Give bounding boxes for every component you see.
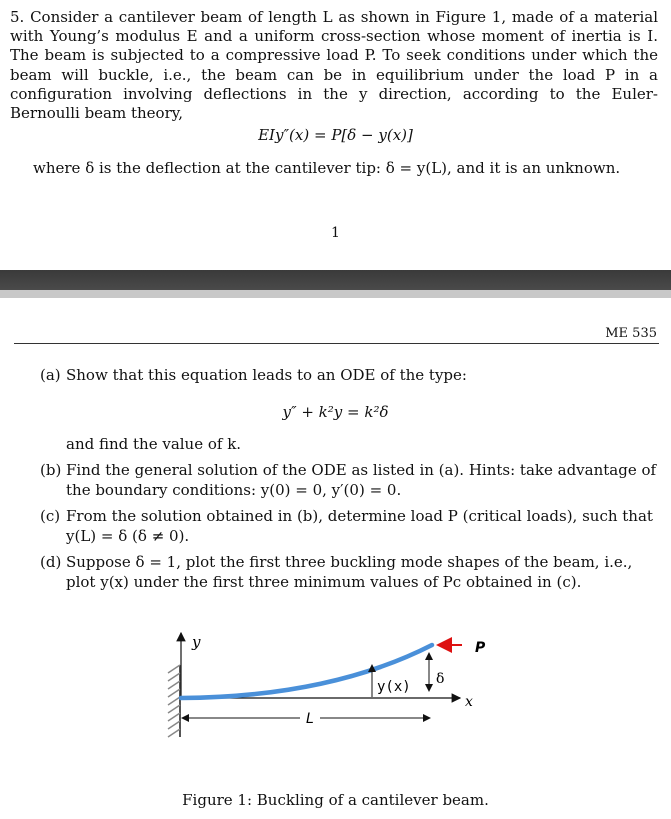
part-d-label: (d) xyxy=(40,553,62,571)
part-d-text: Suppose δ = 1, plot the first three buckling mode shapes of the beam, i.e., plot y(x) under the first three minimum values of Pc obtained in (c). xyxy=(66,553,633,591)
ode-equation: y″ + k²y = k²δ xyxy=(282,403,389,421)
problem-statement xyxy=(10,8,658,123)
part-c-text: From the solution obtained in (b), determine load P (critical loads), such that y(L) = δ (δ ≠ 0). xyxy=(66,507,653,545)
course-header: ME 535 xyxy=(605,326,657,341)
wall-support xyxy=(168,665,180,737)
page-gap xyxy=(0,290,671,298)
length-label: L xyxy=(306,711,314,727)
x-axis-label: x xyxy=(465,694,473,710)
page-separator xyxy=(0,270,671,290)
part-c-label: (c) xyxy=(40,507,61,525)
part-b-label: (b) xyxy=(40,461,62,479)
page-1-bottom xyxy=(0,0,671,268)
part-a-label: (a) xyxy=(40,366,61,384)
load-label: P xyxy=(475,640,486,656)
part-a-cont-text: and find the value of k. xyxy=(66,435,242,453)
problem-number: 5. xyxy=(10,8,25,26)
y-axis-label: y xyxy=(192,633,201,651)
part-b-text: Find the general solution of the ODE as listed in (a). Hints: take advantage of the boundary conditions: y(0) = 0, y′(0) = 0. xyxy=(66,461,657,499)
problem-text: Consider a cantilever beam of length L as shown in Figure 1, made of a material with Young’s modulus E and a uniform cross-section whose moment of inertia is I. The beam is subjected to a compressive load P. To seek conditions under which the beam will buckle, i.e., the beam can be in equilibrium under the load P in a configuration involving deflections in the y direction, according to the Euler-Bernoulli beam theory, xyxy=(10,8,658,123)
where-text: where δ is the deflection at the cantilever tip: δ = y(L), and it is an unknown. xyxy=(33,159,621,177)
part-a-text: Show that this equation leads to an ODE of the type: xyxy=(66,366,467,384)
delta-label: δ xyxy=(436,671,445,687)
page-number: 1 xyxy=(331,225,340,241)
figure-caption: Figure 1: Buckling of a cantilever beam. xyxy=(182,791,489,809)
beam-equation: EIy″(x) = P[δ − y(x)] xyxy=(258,126,413,144)
header-rule xyxy=(14,343,659,344)
cantilever-figure xyxy=(160,625,520,755)
yx-label: y(x) xyxy=(377,679,411,695)
